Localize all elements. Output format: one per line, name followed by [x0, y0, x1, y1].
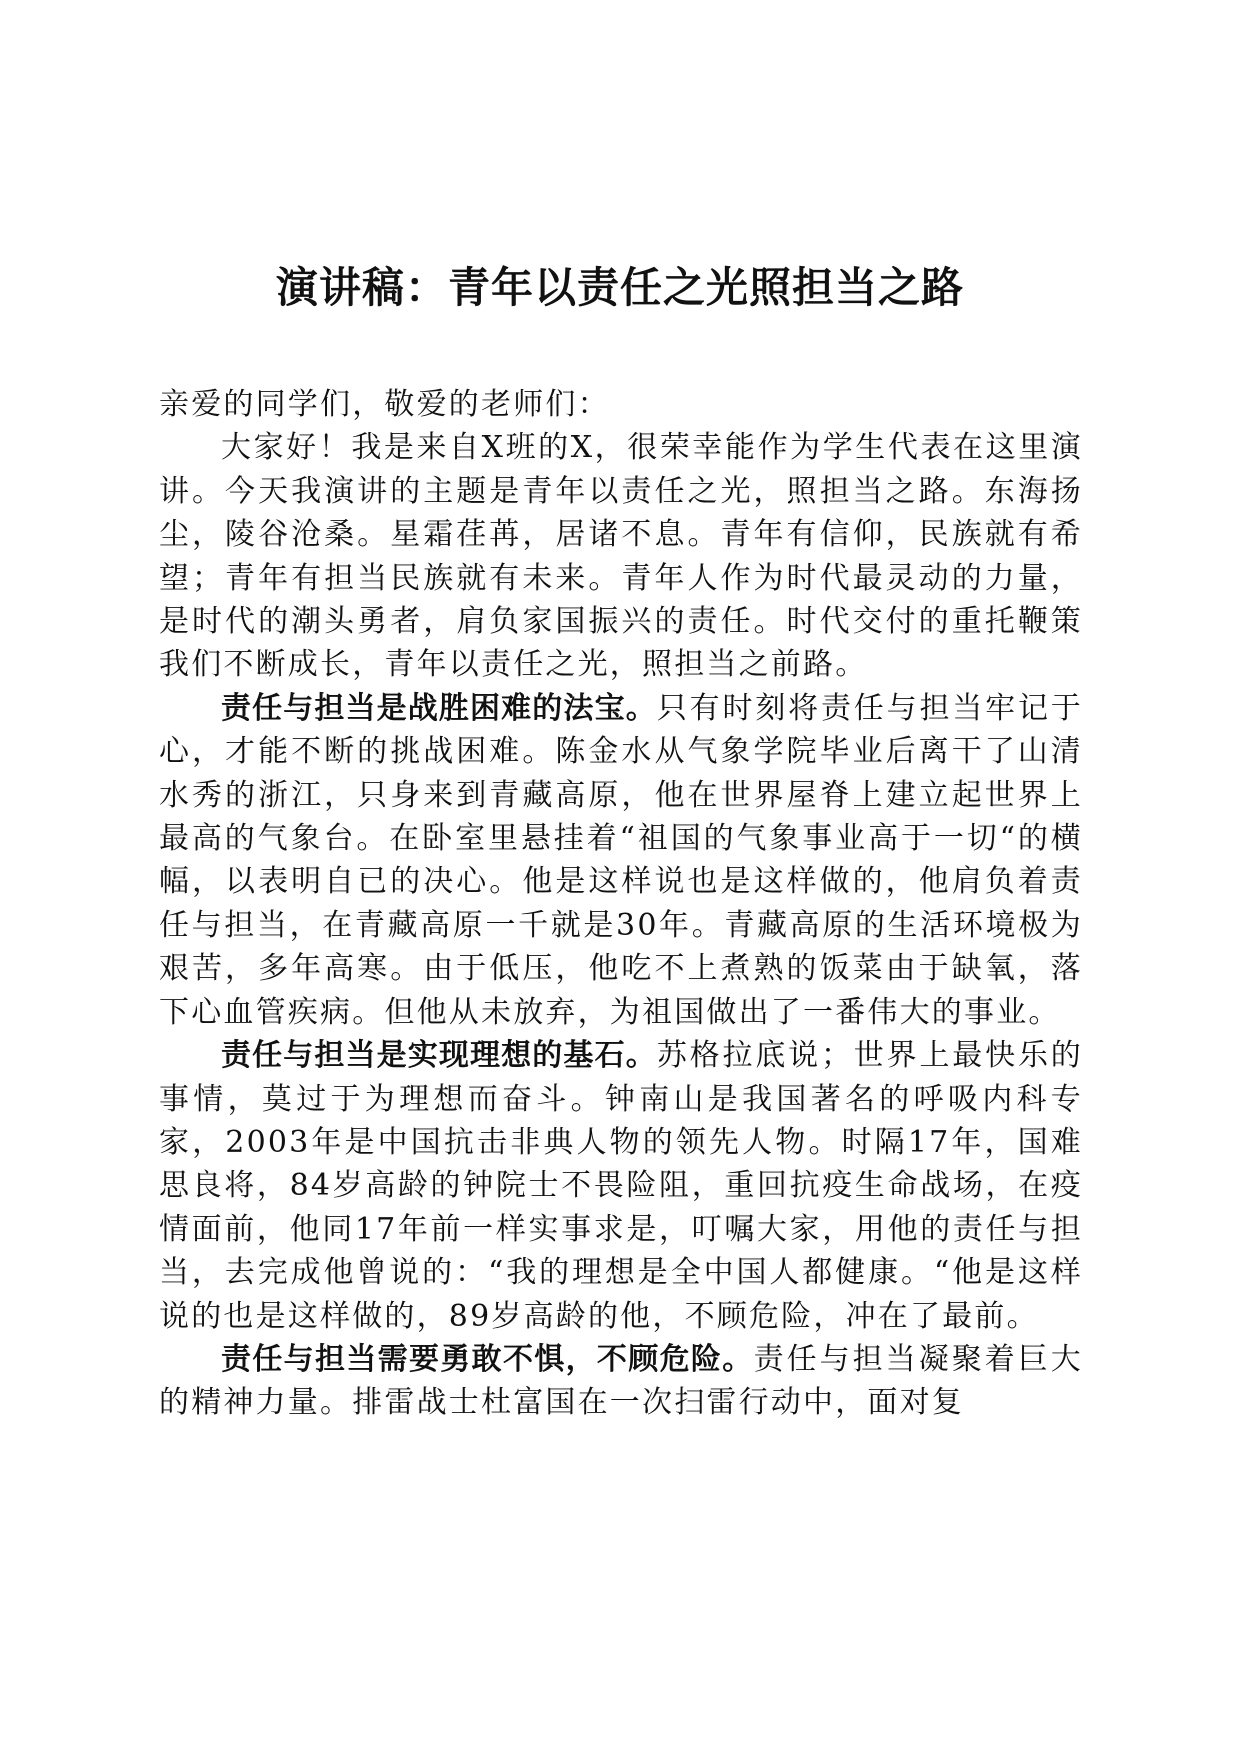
- paragraph-responsibility-overcome-difficulty: [159, 687, 1083, 1034]
- paragraph-responsibility-ideal-foundation: [159, 1034, 1083, 1338]
- intro-paragraph: 大家好！我是来自X班的X，很荣幸能作为学生代表在这里演讲。今天我演讲的主题是青年以责任之光，照担当之路。东海扬尘，陵谷沧桑。星霜荏苒，居诸不息。青年有信仰，民族就有希望；青年有担当民族就有未来。青年人作为时代最灵动的力量，是时代的潮头勇者，肩负家国振兴的责任。时代交付的重托鞭策我们不断成长，青年以责任之光，照担当之前路。: [159, 430, 1083, 683]
- paragraph-lead-heading: 责任与担当需要勇敢不惧，不顾危险。: [221, 1341, 754, 1377]
- paragraph-text: 苏格拉底说；世界上最快乐的事情，莫过于为理想而奋斗。钟南山是我国著名的呼吸内科专家，2003年是中国抗击非典人物的领先人物。时隔17年，国难思良将，84岁高龄的钟院士不畏险阻，重回抗疫生命战场，在疫情面前，他同17年前一样实事求是，叮嘱大家，用他的责任与担当，去完成他曾说的：“我的理想是全中国人都健康。“他是这样说的也是这样做的，89岁高龄的他，不顾危险，冲在了最前。: [159, 1038, 1083, 1334]
- document-body: [159, 383, 1083, 1425]
- paragraph-text: 责任与担当凝聚着巨大的精神力量。排雷战士杜富国在一次扫雷行动中，面对复: [159, 1341, 1084, 1421]
- salutation: 亲爱的同学们，敬爱的老师们：: [159, 387, 610, 422]
- paragraph-lead-heading: 责任与担当是战胜困难的法宝。: [221, 690, 657, 726]
- paragraph-responsibility-courage: [159, 1338, 1083, 1425]
- paragraph-lead-heading: 责任与担当是实现理想的基石。: [221, 1038, 657, 1074]
- paragraph-text: 只有时刻将责任与担当牢记于心，才能不断的挑战困难。陈金水从气象学院毕业后离干了山清水秀的浙江，只身来到青藏高原，他在世界屋脊上建立起世界上最高的气象台。在卧室里悬挂着“祖国的气象事业高于一切“的横幅，以表明自已的决心。他是这样说也是这样做的，他肩负着责任与担当，在青藏高原一千就是30年。青藏高原的生活环境极为艰苦，多年高寒。由于低压，他吃不上煮熟的饭菜由于缺氧，落下心血管疾病。但他从未放弃，为祖国做出了一番伟大的事业。: [159, 690, 1083, 1030]
- document-title: 演讲稿：青年以责任之光照担当之路: [275, 263, 964, 312]
